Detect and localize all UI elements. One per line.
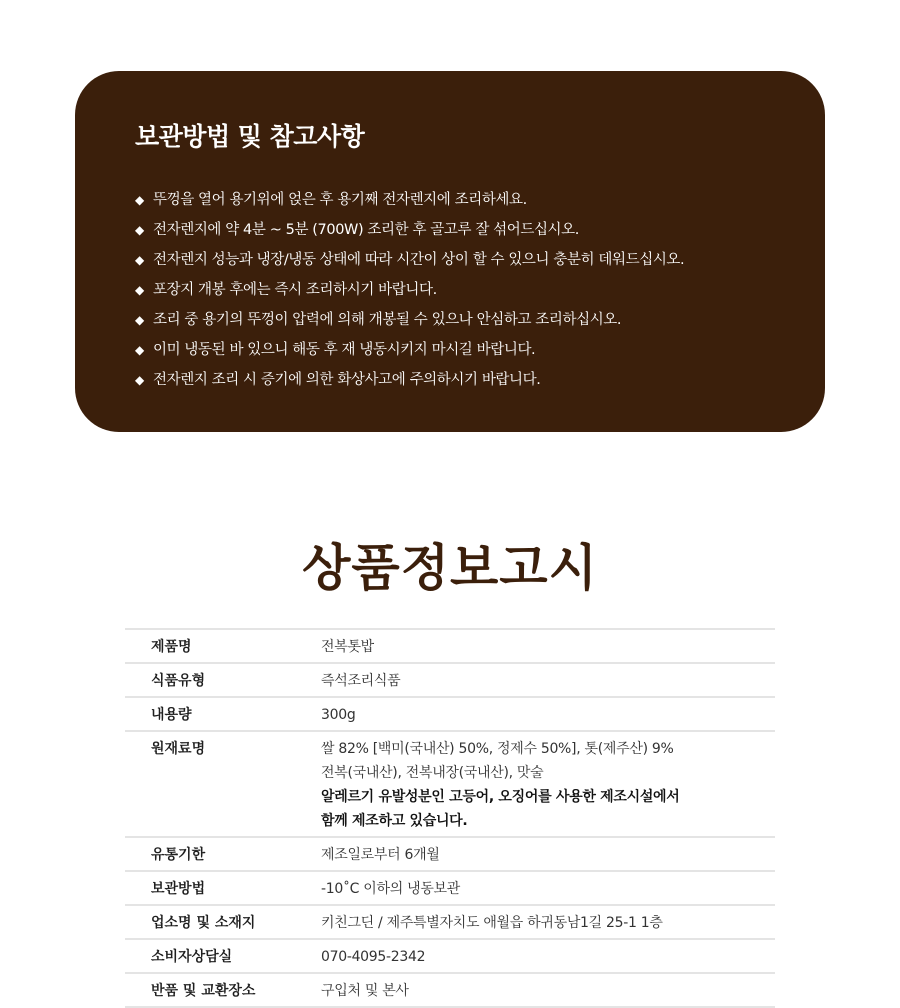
row-value: 제조일로부터 6개월 xyxy=(321,847,440,863)
list-item: ◆ 이미 냉동된 바 있으니 해동 후 재 냉동시키지 마시길 바랍니다. xyxy=(135,335,765,365)
row-label: 식품유형 xyxy=(151,673,206,689)
diamond-bullet-icon: ◆ xyxy=(135,253,144,267)
row-label: 소비자상담실 xyxy=(151,949,233,965)
row-value: 300g xyxy=(321,707,356,723)
row-value: 키친그딘 / 제주특별자치도 애월읍 하귀동남1길 25-1 1층 xyxy=(321,915,663,931)
allergen-warning: 알레르기 유발성분인 고등어, 오징어를 사용한 제조시설에서 xyxy=(321,789,680,805)
row-label: 원재료명 xyxy=(151,741,206,757)
table-row xyxy=(125,731,775,837)
notice-list xyxy=(135,185,765,395)
list-item: ◆ 전자렌지에 약 4분 ~ 5분 (700W) 조리한 후 골고루 잘 섞어드십시오. xyxy=(135,215,765,245)
table-row xyxy=(125,629,775,663)
table-row xyxy=(125,697,775,731)
table-row xyxy=(125,905,775,939)
notice-title: 보관방법 및 참고사항 xyxy=(135,122,365,151)
list-item: ◆ 전자렌지 성능과 냉장/냉동 상태에 따라 시간이 상이 할 수 있으니 충분히 데워드십시오. xyxy=(135,245,765,275)
diamond-bullet-icon: ◆ xyxy=(135,313,144,327)
row-label: 내용량 xyxy=(151,707,192,723)
row-value xyxy=(321,731,775,837)
list-item: ◆ 조리 중 용기의 뚜껑이 압력에 의해 개봉될 수 있으나 안심하고 조리하십시오. xyxy=(135,305,765,335)
list-item: ◆ 전자렌지 조리 시 증기에 의한 화상사고에 주의하시기 바랍니다. xyxy=(135,365,765,395)
table-row xyxy=(125,837,775,871)
ingredients-line: 전복(국내산), 전복내장(국내산), 맛술 xyxy=(321,765,544,781)
row-value: -10˚C 이하의 냉동보관 xyxy=(321,881,461,897)
diamond-bullet-icon: ◆ xyxy=(135,193,144,207)
table-row xyxy=(125,871,775,905)
row-value: 070-4095-2342 xyxy=(321,949,426,965)
diamond-bullet-icon: ◆ xyxy=(135,373,144,387)
table-row xyxy=(125,973,775,1007)
diamond-bullet-icon: ◆ xyxy=(135,223,144,237)
diamond-bullet-icon: ◆ xyxy=(135,343,144,357)
list-item: ◆ 뚜껑을 열어 용기위에 얹은 후 용기째 전자렌지에 조리하세요. xyxy=(135,185,765,215)
table-row xyxy=(125,663,775,697)
table-row xyxy=(125,939,775,973)
product-info-title: 상품정보고시 xyxy=(302,538,598,597)
row-value: 즉석조리식품 xyxy=(321,673,401,689)
ingredients-line: 쌀 82% [백미(국내산) 50%, 정제수 50%], 톳(제주산) 9% xyxy=(321,741,674,757)
row-label: 반품 및 교환장소 xyxy=(151,983,256,999)
row-label: 업소명 및 소재지 xyxy=(151,915,256,931)
diamond-bullet-icon: ◆ xyxy=(135,283,144,297)
row-label: 유통기한 xyxy=(151,847,206,863)
row-value: 전복톳밥 xyxy=(321,639,374,655)
row-value: 구입처 및 본사 xyxy=(321,983,409,999)
list-item: ◆ 포장지 개봉 후에는 즉시 조리하시기 바랍니다. xyxy=(135,275,765,305)
row-label: 보관방법 xyxy=(151,881,206,897)
storage-notice-box xyxy=(75,71,825,432)
allergen-warning: 함께 제조하고 있습니다. xyxy=(321,813,468,829)
product-info-table xyxy=(125,628,775,1008)
row-label: 제품명 xyxy=(151,639,192,655)
